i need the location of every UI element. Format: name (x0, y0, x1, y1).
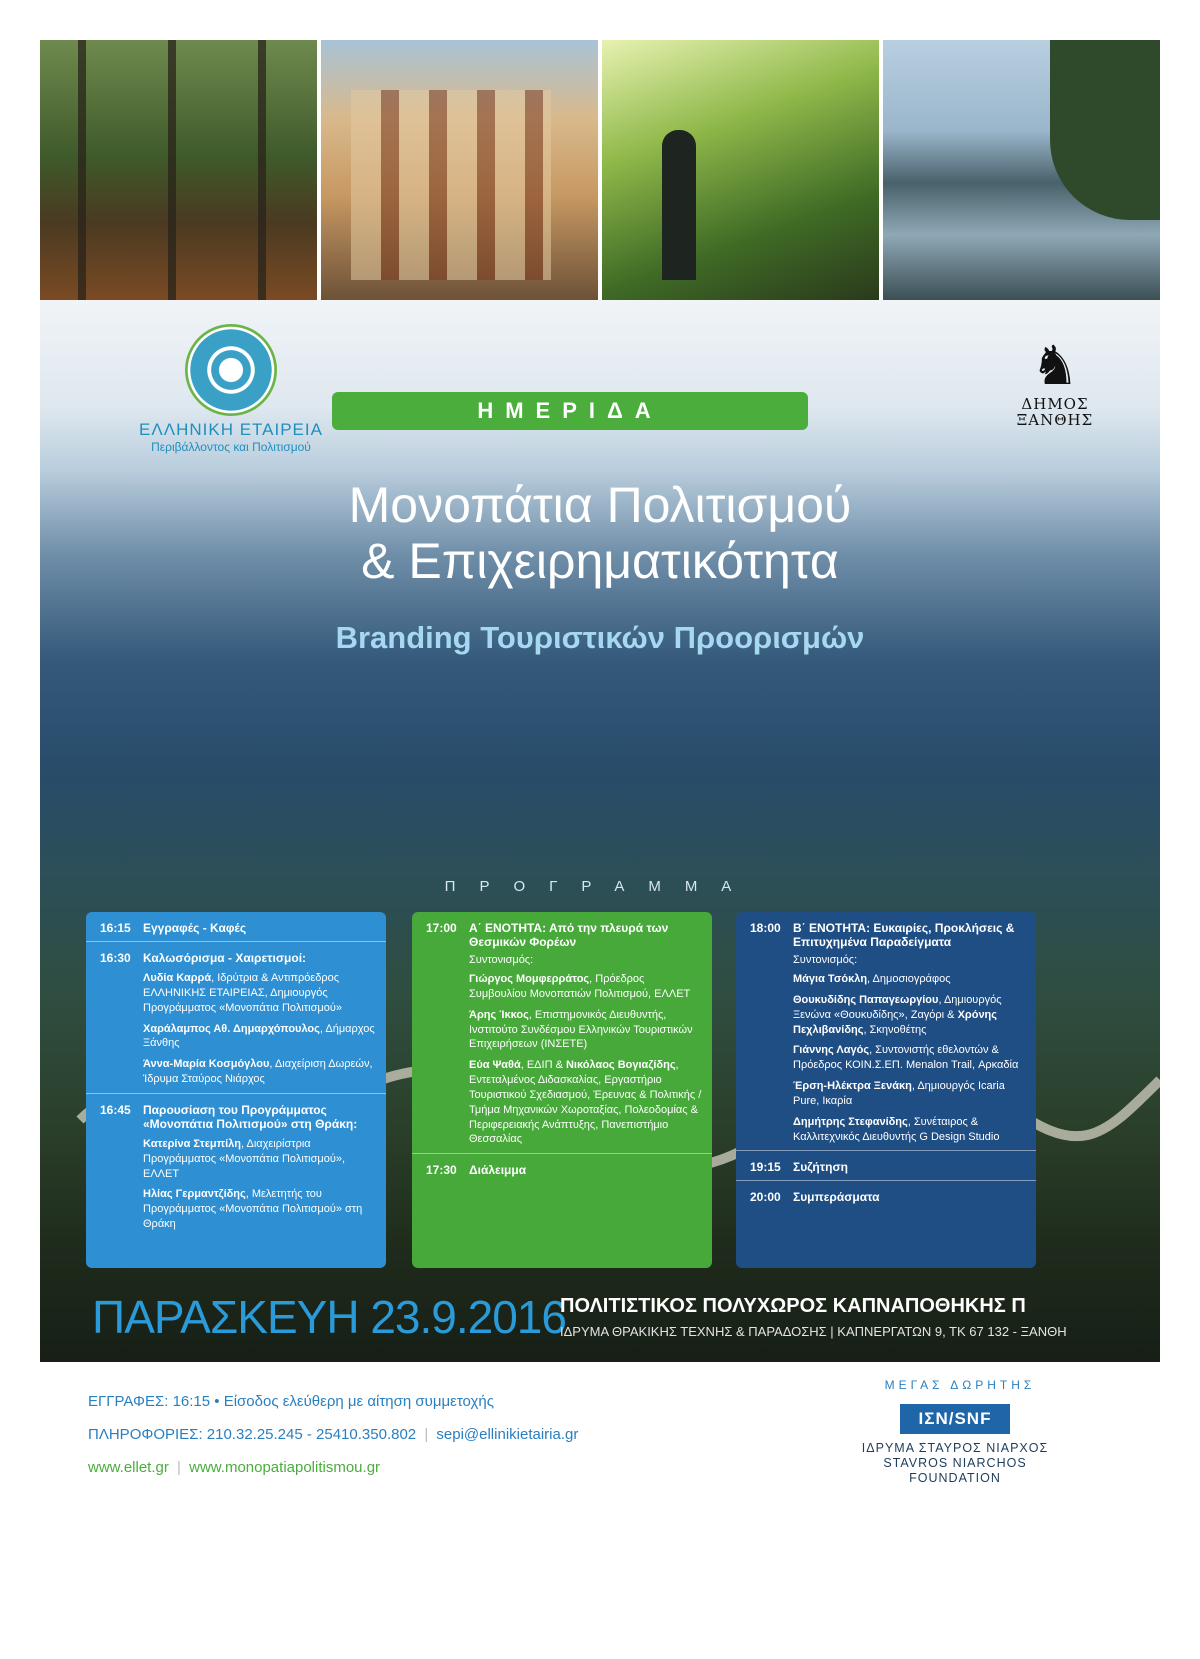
horseman-icon: ♞ (1030, 334, 1080, 397)
snf-name-foundation: FOUNDATION (909, 1471, 1001, 1485)
event-subtitle: Branding Τουριστικών Προορισμών (335, 620, 865, 655)
session-time: 20:00 (750, 1190, 781, 1205)
venue-title: ΠΟΛΙΤΙΣΤΙΚΟΣ ΠΟΛΥΧΩΡΟΣ ΚΑΠΝΑΠΟΘΗΚΗΣ Π (560, 1295, 1026, 1317)
moderator-label: Συντονισμός: (793, 954, 858, 966)
xanthi-line2: ΞΑΝΘΗΣ (1016, 411, 1094, 429)
program-row (86, 942, 386, 1094)
ellet-subtitle: Περιβάλλοντος και Πολιτισμού (151, 440, 311, 454)
program-row (736, 1151, 1036, 1181)
speaker-entry: Άρης Ίκκος, Επιστημονικός Διευθυντής, Ινστιτούτο Συνδέσμου Ελληνικών Τουριστικών Επιχειρήσεων (ΙΝΣΕΤΕ) (469, 1008, 693, 1051)
speaker-entry: Γιώργος Μομφερράτος, Πρόεδρος Συμβουλίου Μονοπατιών Πολιτισμού, ΕΛΛΕΤ (469, 973, 691, 1000)
speaker-entry: Ηλίας Γερμαντζίδης, Μελετητής του Προγράμματος «Μονοπάτια Πολιτισμού» στη Θράκη (143, 1188, 363, 1231)
program-row (412, 1154, 712, 1183)
speaker-entry: Κατερίνα Στεμπίλη, Διαχειρίστρια Προγράμματος «Μονοπάτια Πολιτισμού», ΕΛΛΕΤ (143, 1137, 346, 1180)
moderator-label: Συντονισμός: (469, 954, 534, 966)
program-row (736, 1181, 1036, 1210)
session-title: Παρουσίαση του Προγράμματος «Μονοπάτια Πολιτισμού» στη Θράκη: (143, 1102, 358, 1131)
donor-label: ΜΕΓΑΣ ΔΩΡΗΤΗΣ (884, 1378, 1036, 1392)
website-links (88, 1459, 380, 1476)
session-time: 16:30 (100, 951, 131, 965)
session-title: Β΄ ΕΝΟΤΗΤΑ: Ευκαιρίες, Προκλήσεις & Επιτυχημένα Παραδείγματα (793, 921, 1015, 949)
contact-email-link[interactable]: sepi@ellinikietairia.gr (436, 1426, 579, 1443)
speaker-entry: Εύα Ψαθά, ΕΔΙΠ & Νικόλαος Βογιαζίδης, Εντεταλμένος Διδασκαλίας, Εργαστήριο Τουριστικού Σχεδιασμού, Έρευνας & Πολιτικής / Τμήμα Μηχανικών Χωροταξίας, Πολεοδομίας & Περιφερειακής Ανάπτυξης, Πανεπιστήμιο Θεσσαλίας (469, 1059, 702, 1146)
event-type-badge: ΗΜΕΡΙΔΑ (332, 392, 808, 430)
event-date: ΠΑΡΑΣΚΕΥΗ 23.9.2016 (92, 1291, 566, 1343)
program-column-a (86, 912, 386, 1268)
mansion-photo (321, 40, 598, 300)
xanthi-logo (1000, 336, 1110, 428)
speaker-entry: Άννα-Μαρία Κοσμόγλου, Διαχείριση Δωρεών, Ίδρυμα Σταύρος Νιάρχος (143, 1058, 373, 1086)
website-link-monopatia[interactable]: www.monopatiapolitismou.gr (189, 1459, 381, 1476)
session-title: Α΄ ΕΝΟΤΗΤΑ: Από την πλευρά των Θεσμικών Φορέων (469, 921, 669, 949)
session-time: 17:30 (426, 1163, 457, 1178)
program-row (412, 912, 712, 1154)
event-title-line2: & Επιχειρηματικότητα (361, 533, 839, 589)
snf-name-greek: ΙΔΡΥΜΑ ΣΤΑΥΡΟΣ ΝΙΑΡΧΟΣ (861, 1441, 1049, 1455)
river-photo (883, 40, 1160, 300)
ellet-logo (136, 324, 326, 454)
event-title-line1: Μονοπάτια Πολιτισμού (348, 477, 852, 533)
program-column-c (736, 912, 1036, 1268)
ellet-name: ΕΛΛΗΝΙΚΗ ΕΤΑΙΡΕΙΑ (139, 420, 323, 439)
speaker-entry: Θουκυδίδης Παπαγεωργίου, Δημιουργός Ξενώνα «Θουκυδίδης», Ζαγόρι & Χρόνης Πεχλιβανίδης, Σκηνοθέτης (793, 993, 1002, 1036)
program-row (86, 912, 386, 942)
waterfall-hiker-photo (602, 40, 879, 300)
speaker-entry: Έρση-Ηλέκτρα Ξενάκη, Δημιουργός Icaria Pure, Ικαρία (793, 1080, 1005, 1107)
session-time: 17:00 (426, 921, 457, 935)
separator: | (177, 1459, 181, 1476)
registration-info: ΕΓΓΡΑΦΕΣ: 16:15 • Είσοδος ελεύθερη με αίτηση συμμετοχής (88, 1393, 494, 1410)
contact-phones: ΠΛΗΡΟΦΟΡΙΕΣ: 210.32.25.245 - 25410.350.802 (88, 1426, 417, 1443)
photo-strip (40, 40, 1160, 300)
speaker-entry: Μάγια Τσόκλη, Δημοσιογράφος (793, 973, 951, 985)
speaker-entry: Χαράλαμπος Αθ. Δημαρχόπουλος, Δήμαρχος Ξάνθης (143, 1022, 375, 1050)
session-time: 16:15 (100, 921, 131, 935)
forest-photo (40, 40, 317, 300)
program-column-b (412, 912, 712, 1268)
session-title: Συζήτηση (793, 1160, 848, 1175)
session-time: 19:15 (750, 1160, 781, 1175)
speaker-entry: Γιάννης Λαγός, Συντονιστής εθελοντών & Πρόεδρος ΚΟΙΝ.Σ.ΕΠ. Menalon Trail, Αρκαδία (793, 1044, 1019, 1072)
session-title: Εγγραφές - Καφές (143, 921, 247, 935)
ellet-emblem-icon (185, 324, 277, 416)
session-time: 18:00 (750, 921, 781, 935)
snf-name-english: STAVROS NIARCHOS (883, 1456, 1027, 1470)
program-heading: ΠΡΟΓΡΑΜΜΑ (444, 878, 756, 895)
session-title: Συμπεράσματα (793, 1190, 880, 1205)
contact-info (88, 1426, 578, 1443)
venue-address: ΙΔΡΥΜΑ ΘΡΑΚΙΚΗΣ ΤΕΧΝΗΣ & ΠΑΡΑΔΟΣΗΣ | ΚΑΠΝΕΡΓΑΤΩΝ 9, ΤΚ 67 132 - ΞΑΝΘΗ (560, 1324, 1067, 1339)
program-row (736, 912, 1036, 1151)
xanthi-line1: ΔΗΜΟΣ (1021, 395, 1089, 413)
website-link-ellet[interactable]: www.ellet.gr (88, 1459, 169, 1476)
session-title: Καλωσόρισμα - Χαιρετισμοί: (143, 951, 307, 965)
session-time: 16:45 (100, 1102, 131, 1117)
separator: | (424, 1426, 429, 1443)
session-title: Διάλειμμα (469, 1163, 527, 1178)
snf-logo: ΙΣΝ/SNF (900, 1404, 1010, 1434)
speaker-entry: Λυδία Καρρά, Ιδρύτρια & Αντιπρόεδρος ΕΛΛΗΝΙΚΗΣ ΕΤΑΙΡΕΙΑΣ, Δημιουργός Προγράμματος «Μονοπάτια Πολιτισμού» (143, 972, 342, 1014)
poster-panel (40, 300, 1160, 1362)
speaker-entry: Δημήτρης Στεφανίδης, Συνέταιρος & Καλλιτεχνικός Διευθυντής G Design Studio (793, 1115, 1000, 1143)
program-row (86, 1094, 386, 1238)
